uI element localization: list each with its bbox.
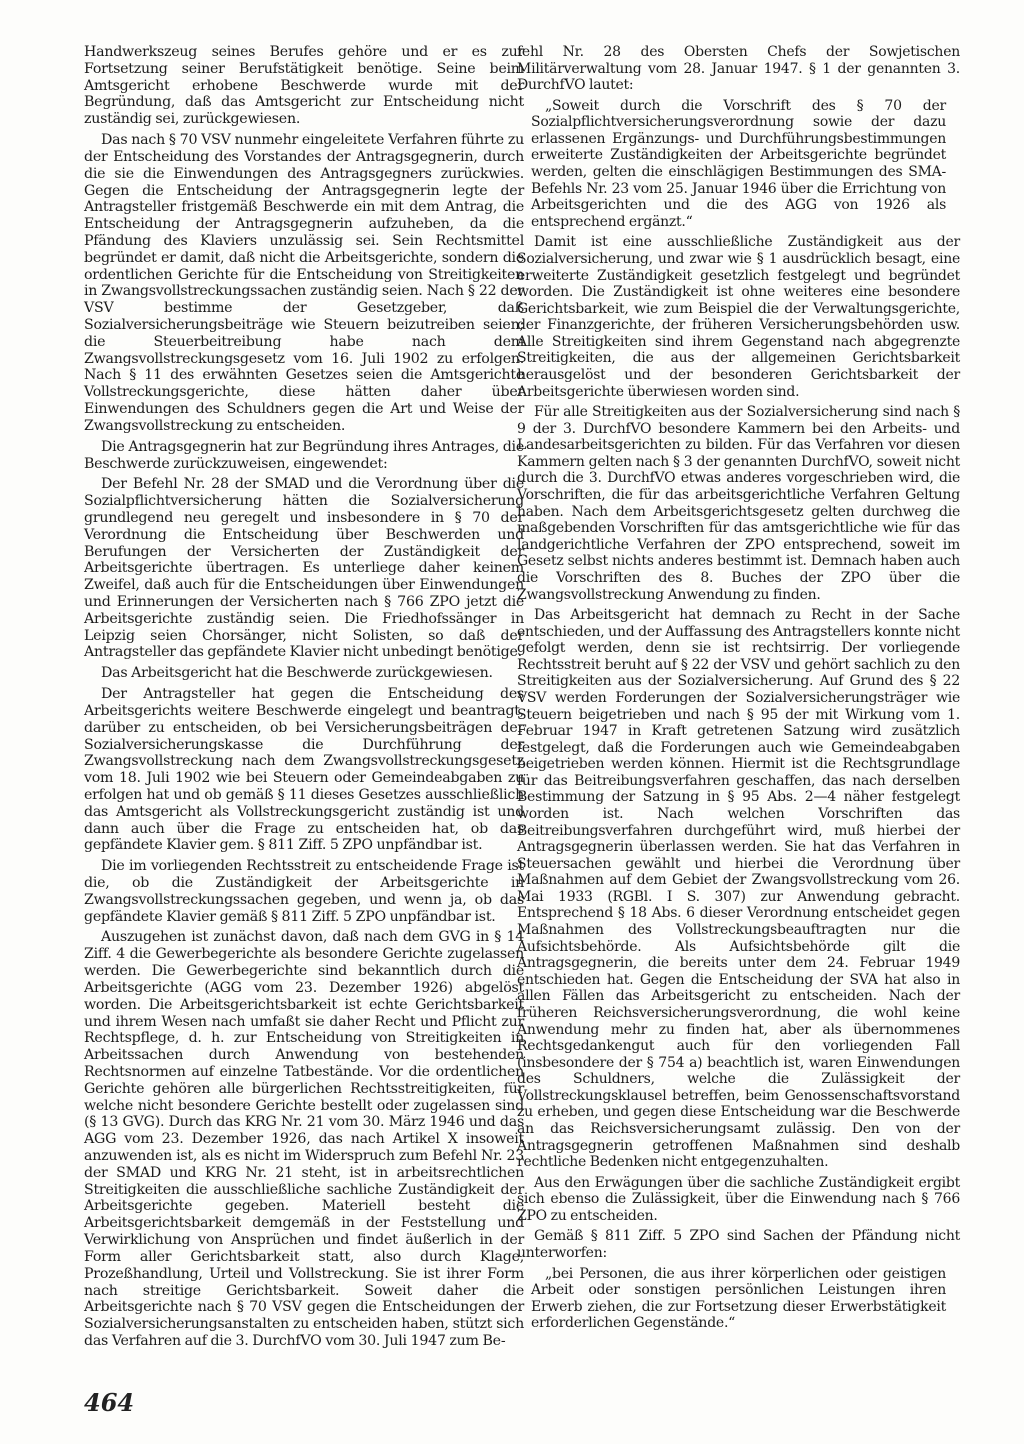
paragraph: fehl Nr. 28 des Obersten Chefs der Sowjetischen Militärverwaltung vom 28. Januar 1947. § 1 der genannten 3. DurchfVO lautet: — [517, 44, 960, 94]
paragraph: Das Arbeitsgericht hat die Beschwerde zurückgewiesen. — [101, 665, 493, 682]
paragraph: Der Befehl Nr. 28 der SMAD und die Verordnung über die Sozialpflichtversicherung hätten die Sozialversicherung grundlegend neu geregelt und insbesondere in § 70 der Verordnung die Entscheidung über Beschwerden und Berufungen der Versicherten der Zuständigkeit der Arbeitsgerichte übertragen. Es unterliege daher keinem Zweifel, daß auch für die Entscheidungen über Einwendungen und Erinnerungen der Versicherten nach § 766 ZPO jetzt die Arbeitsgerichte zuständig seien. Die Friedhofssänger in Leipzig seien Chorsänger, nicht Solisten, so daß der Antragsteller das gepfändete Klavier nicht unbedingt benötige. — [84, 476, 524, 661]
paragraph: Aus den Erwägungen über die sachliche Zuständigkeit ergibt sich ebenso die Zulässigkeit, über die Einwendung nach § 766 ZPO zu entscheiden. — [517, 1174, 960, 1224]
paragraph: Für alle Streitigkeiten aus der Sozialversicherung sind nach § 9 der 3. DurchfVO besondere Kammern bei den Arbeits- und Landesarbeitsgerichten zu bilden. Für das Verfahren vor diesen Kammern gelten nach § 3 der genannten DurchfVO, soweit nicht durch die 3. DurchfVO etwas anderes vorgeschrieben wird, die Vorschriften, die für das arbeitsgerichtliche Verfahren Geltung haben. Nach dem Arbeitsgerichtsgesetz gelten durchweg die maßgebenden Vorschriften für das amtsgerichtliche wie für das landgerichtliche Verfahren der ZPO entsprechend, soweit im Gesetz selbst nichts anderes bestimmt ist. Demnach haben auch die Vorschriften des 8. Buches der ZPO über die Zwangsvollstreckung Anwendung zu finden. — [517, 404, 960, 603]
page-number: 464 — [84, 1388, 135, 1417]
paragraph: Gemäß § 811 Ziff. 5 ZPO sind Sachen der Pfändung nicht unterworfen: — [517, 1228, 960, 1262]
paragraph: Das nach § 70 VSV nunmehr eingeleitete Verfahren führte zu der Entscheidung des Vorstandes der Antragsgegnerin, durch die sie die Einwendungen des Antragsgegners zurückwies. Gegen die Entscheidung der Antragsgegnerin legte der Antragsteller fristgemäß Beschwerde ein mit dem Antrag, die Entscheidung der Antragsgegnerin aufzuheben, da die Pfändung des Klaviers unzulässig sei. Sein Rechtsmittel begründet er damit, daß nicht die Arbeitsgerichte, sondern die ordentlichen Gerichte für die Entscheidung von Streitigkeiten in Zwangsvollstreckungssachen zuständig seien. Nach § 22 der VSV bestimme der Gesetzgeber, daß Sozialversicherungsbeiträge wie Steuern beizutreiben seien; die Steuerbeitreibung habe nach dem Zwangsvollstreckungsgesetz vom 16. Juli 1902 zu erfolgen. Nach § 11 des erwähnten Gesetzes seien die Amtsgerichte Vollstreckungsgerichte, diese hätten daher über Einwendungen des Schuldners gegen die Art und Weise der Zwangsvollstreckung zu entscheiden. — [84, 132, 524, 434]
paragraph: Die Antragsgegnerin hat zur Begründung ihres Antrages, die Beschwerde zurückzuweisen, eingewendet: — [84, 438, 524, 472]
paragraph: Damit ist eine ausschließliche Zuständigkeit aus der Sozialversicherung, und zwar wie § 1 ausdrücklich besagt, eine erweiterte Zuständigkeit gesetzlich festgelegt und begründet worden. Die Zuständigkeit ist ohne weiteres eine besondere Gerichtsbarkeit, wie zum Beispiel die der Verwaltungsgerichte, der Finanzgerichte, der früheren Versicherungsbehörden usw. Alle Streitigkeiten sind ihrem Gegenstand nach abgegrenzte Streitigkeiten, die aus der allgemeinen Gerichtsbarkeit herausgelöst und der besonderen Gerichtsbarkeit der Arbeitsgerichte überwiesen worden sind. — [517, 234, 960, 400]
paragraph: Die im vorliegenden Rechtsstreit zu entscheidende Frage ist die, ob die Zuständigkeit der Arbeitsgerichte in Zwangsvollstreckungssachen gegeben, und wenn ja, ob das gepfändete Klavier gemäß § 811 Ziff. 5 ZPO unpfändbar ist. — [84, 858, 524, 925]
quoted-statute: „bei Personen, die aus ihrer körperlichen oder geistigen Arbeit oder sonstigen persönlichen Leistungen ihren Erwerb ziehen, die zur Fortsetzung dieser Erwerbstätigkeit erforderlichen Gegenstände.“ — [531, 1265, 946, 1332]
right-text-column — [517, 44, 960, 1336]
paragraph: Das Arbeitsgericht hat demnach zu Recht in der Sache entschieden, und der Auffassung des Antragstellers konnte nicht gefolgt werden, denn sie ist rechtsirrig. Der vorliegende Rechtsstreit beruht auf § 22 der VSV und gehört sachlich zu den Streitigkeiten aus der Sozialversicherung. Auf Grund des § 22 VSV werden Forderungen der Sozialversicherungsträger wie Steuern beigetrieben und nach § 95 der mit Wirkung vom 1. Februar 1947 in Kraft getretenen Satzung wird zusätzlich festgelegt, daß die Forderungen auch wie Gemeindeabgaben beigetrieben werden können. Hiermit ist die Rechtsgrundlage für das Beitreibungsverfahren geschaffen, das nach derselben Bestimmung der Satzung in § 95 Abs. 2—4 näher festgelegt worden ist. Nach welchen Vorschriften das Beitreibungsverfahren durchgeführt wird, muß hierbei der Antragsgegnerin überlassen werden. Sie hat das Verfahren in Steuersachen gewählt und hierbei die Verordnung über Maßnahmen auf dem Gebiet der Zwangsvollstreckung vom 26. Mai 1933 (RGBl. I S. 307) zur Anwendung gebracht. Entsprechend § 18 Abs. 6 dieser Verordnung entscheidet gegen Maßnahmen des Vollstreckungsbeauftragten nur die Aufsichtsbehörde. Als Aufsichtsbehörde gilt die Antragsgegnerin, die bereits unter dem 24. Februar 1949 entschieden hat. Gegen die Entscheidung der SVA hat also in allen Fällen das Arbeitsgericht zu entscheiden. Nach der früheren Reichsversicherungsverordnung, die wohl keine Anwendung mehr zu finden hat, aber als übernommenes Rechtsgedankengut auch für den vorliegenden Fall (insbesondere der § 754 a) beachtlich ist, waren Einwendungen des Schuldners, welche die Zulässigkeit der Vollstreckungsklausel betreffen, beim Genossenschaftsvorstand zu erheben, und gegen diese Entscheidung war die Beschwerde an das Reichsversicherungsamt zulässig. Den von der Antragsgegnerin getroffenen Maßnahmen sind deshalb rechtliche Bedenken nicht entgegenzuhalten. — [517, 607, 960, 1171]
paragraph: Auszugehen ist zunächst davon, daß nach dem GVG in § 14 Ziff. 4 die Gewerbegerichte als besondere Gerichte zugelassen werden. Die Gewerbegerichte sind bekanntlich durch die Arbeitsgerichte (AGG vom 23. Dezember 1926) abgelöst worden. Die Arbeitsgerichtsbarkeit ist echte Gerichtsbarkeit und ihrem Wesen nach umfaßt sie daher Recht und Pflicht zur Rechtspflege, d. h. zur Entscheidung von Streitigkeiten in Arbeitssachen durch Anwendung von bestehenden Rechtsnormen auf einzelne Tatbestände. Vor die ordentlichen Gerichte gehören alle bürgerlichen Rechtsstreitigkeiten, für welche nicht besondere Gerichte bestellt oder zugelassen sind (§ 13 GVG). Durch das KRG Nr. 21 vom 30. März 1946 und das AGG vom 23. Dezember 1926, das nach Artikel X insoweit anzuwenden ist, als es nicht im Widerspruch zum Befehl Nr. 23 der SMAD und KRG Nr. 21 steht, ist in arbeitsrechtlichen Streitigkeiten die ausschließliche sachliche Zuständigkeit der Arbeitsgerichte gegeben. Materiell besteht die Arbeitsgerichtsbarkeit demgemäß in der Feststellung und Verwirklichung von Ansprüchen und findet äußerlich in der Form aller Gerichtsbarkeit statt, also durch Klage, Prozeßhandlung, Urteil und Vollstreckung. Sie ist ihrer Form nach streitige Gerichtsbarkeit. Soweit daher die Arbeitsgerichte nach § 70 VSV gegen die Entscheidungen der Sozialversicherungsanstalten zu entscheiden haben, stützt sich das Verfahren auf die 3. DurchfVO vom 30. Juli 1947 zum Be- — [84, 929, 524, 1349]
quoted-statute: „Soweit durch die Vorschrift des § 70 der Sozialpflichtversicherungsverordnung sowie der dazu erlassenen Ergänzungs- und Durchführungsbestimmungen erweiterte Zuständigkeiten der Arbeitsgerichte begründet werden, gelten die einschlägigen Bestimmungen des SMA-Befehls Nr. 23 vom 25. Januar 1946 über die Errichtung von Arbeitsgerichten und die des AGG von 1926 als entsprechend ergänzt.“ — [531, 97, 946, 230]
paragraph: Handwerkszeug seines Berufes gehöre und er es zur Fortsetzung seiner Berufstätigkeit benötige. Seine beim Amtsgericht erhobene Beschwerde wurde mit der Begründung, daß das Amtsgericht zur Entscheidung nicht zuständig sei, zurückgewiesen. — [84, 44, 524, 128]
left-text-column — [84, 44, 524, 1354]
paragraph: Der Antragsteller hat gegen die Entscheidung des Arbeitsgerichts weitere Beschwerde eingelegt und beantragt, darüber zu entscheiden, ob bei Versicherungsbeiträgen der Sozialversicherungskasse die Durchführung der Zwangsvollstreckung nach dem Zwangsvollstreckungsgesetz vom 18. Juli 1902 wie bei Steuern oder Gemeindeabgaben zu erfolgen hat und ob gemäß § 11 dieses Gesetzes ausschließlich das Amtsgericht als Vollstreckungsgericht zuständig ist und dann auch über die Frage zu entscheiden hat, ob das gepfändete Klavier gem. § 811 Ziff. 5 ZPO unpfändbar ist. — [84, 686, 524, 854]
